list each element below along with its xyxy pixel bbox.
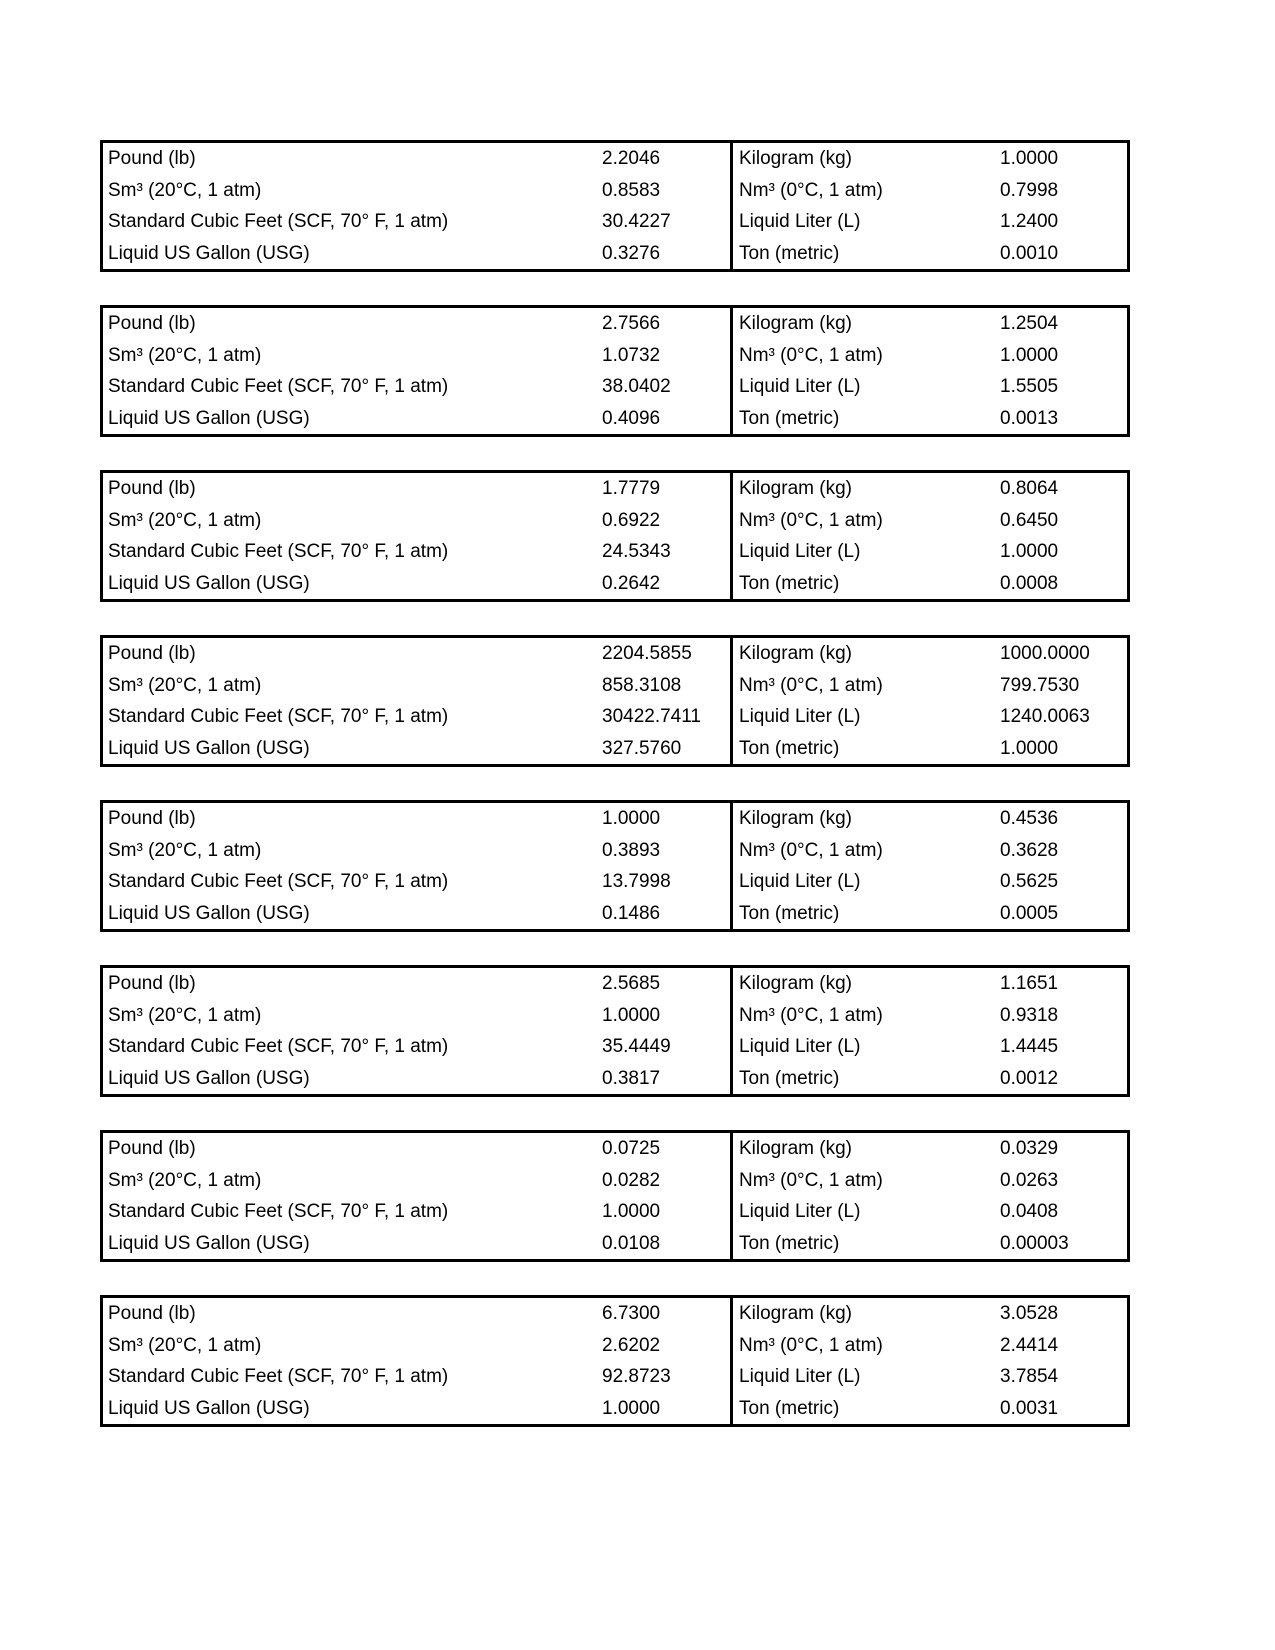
unit-label-right: Ton (metric) xyxy=(739,737,840,759)
table-row xyxy=(103,536,1127,568)
unit-label-left: Sm³ (20°C, 1 atm) xyxy=(108,1004,262,1026)
unit-label-left: Sm³ (20°C, 1 atm) xyxy=(108,344,262,366)
value-right: 1000.0000 xyxy=(1000,643,1090,664)
value-left: 0.3817 xyxy=(602,1067,661,1089)
value-right: 0.0031 xyxy=(1000,1397,1059,1419)
value-left: 0.6922 xyxy=(602,509,661,531)
value-right: 1.5505 xyxy=(1000,376,1059,397)
value-right: 1.0000 xyxy=(1000,344,1059,366)
conversion-table xyxy=(100,305,1130,437)
value-right: 0.00003 xyxy=(1000,1232,1069,1254)
unit-label-right: Liquid Liter (L) xyxy=(739,1366,861,1387)
conversion-table xyxy=(100,470,1130,602)
value-left: 0.3276 xyxy=(602,242,661,264)
unit-label-right: Ton (metric) xyxy=(739,1067,840,1089)
unit-label-right: Liquid Liter (L) xyxy=(739,376,861,397)
conversion-table xyxy=(100,635,1130,767)
value-right: 0.9318 xyxy=(1000,1004,1059,1026)
table-row xyxy=(103,473,1127,505)
unit-label-right: Nm³ (0°C, 1 atm) xyxy=(739,1004,883,1026)
unit-label-right: Liquid Liter (L) xyxy=(739,211,861,232)
value-right: 1.1651 xyxy=(1000,973,1059,994)
value-right: 0.0263 xyxy=(1000,1169,1059,1191)
unit-label-left: Liquid US Gallon (USG) xyxy=(108,242,310,264)
value-left: 0.1486 xyxy=(602,902,661,924)
conversion-table xyxy=(100,965,1130,1097)
value-left: 24.5343 xyxy=(602,541,671,562)
unit-label-right: Ton (metric) xyxy=(739,1397,840,1419)
unit-label-left: Standard Cubic Feet (SCF, 70° F, 1 atm) xyxy=(108,1201,449,1222)
table-row xyxy=(103,340,1127,372)
unit-label-left: Standard Cubic Feet (SCF, 70° F, 1 atm) xyxy=(108,871,449,892)
unit-label-left: Pound (lb) xyxy=(108,808,196,829)
table-row xyxy=(103,308,1127,340)
unit-label-right: Ton (metric) xyxy=(739,902,840,924)
unit-label-left: Pound (lb) xyxy=(108,478,196,499)
table-row xyxy=(103,403,1127,435)
table-row xyxy=(103,1393,1127,1425)
value-right: 0.0012 xyxy=(1000,1067,1059,1089)
unit-label-left: Liquid US Gallon (USG) xyxy=(108,407,310,429)
value-right: 1240.0063 xyxy=(1000,706,1090,727)
unit-label-right: Liquid Liter (L) xyxy=(739,871,861,892)
unit-label-left: Liquid US Gallon (USG) xyxy=(108,737,310,759)
table-row xyxy=(103,866,1127,898)
table-row xyxy=(103,898,1127,930)
unit-label-right: Nm³ (0°C, 1 atm) xyxy=(739,1334,883,1356)
value-right: 1.0000 xyxy=(1000,737,1059,759)
value-left: 0.4096 xyxy=(602,407,661,429)
unit-label-left: Sm³ (20°C, 1 atm) xyxy=(108,509,262,531)
unit-label-right: Liquid Liter (L) xyxy=(739,1036,861,1057)
value-right: 0.0008 xyxy=(1000,572,1059,594)
value-left: 92.8723 xyxy=(602,1366,671,1387)
unit-label-left: Sm³ (20°C, 1 atm) xyxy=(108,179,262,201)
unit-label-right: Liquid Liter (L) xyxy=(739,541,861,562)
value-left: 1.0000 xyxy=(602,1397,661,1419)
value-right: 1.0000 xyxy=(1000,148,1059,169)
value-right: 0.7998 xyxy=(1000,179,1059,201)
table-row xyxy=(103,1133,1127,1165)
unit-label-right: Nm³ (0°C, 1 atm) xyxy=(739,179,883,201)
value-left: 35.4449 xyxy=(602,1036,671,1057)
unit-label-left: Pound (lb) xyxy=(108,1138,196,1159)
unit-label-right: Kilogram (kg) xyxy=(739,313,852,334)
value-left: 0.8583 xyxy=(602,179,661,201)
unit-label-left: Liquid US Gallon (USG) xyxy=(108,1232,310,1254)
unit-label-right: Kilogram (kg) xyxy=(739,1138,852,1159)
unit-label-left: Standard Cubic Feet (SCF, 70° F, 1 atm) xyxy=(108,1366,449,1387)
value-right: 2.4414 xyxy=(1000,1334,1059,1356)
value-left: 1.0000 xyxy=(602,808,661,829)
value-right: 0.0408 xyxy=(1000,1201,1059,1222)
unit-label-right: Kilogram (kg) xyxy=(739,643,852,664)
table-row xyxy=(103,1228,1127,1260)
unit-label-right: Kilogram (kg) xyxy=(739,973,852,994)
unit-label-right: Ton (metric) xyxy=(739,572,840,594)
value-right: 1.2504 xyxy=(1000,313,1059,334)
unit-label-left: Standard Cubic Feet (SCF, 70° F, 1 atm) xyxy=(108,376,449,397)
unit-label-left: Sm³ (20°C, 1 atm) xyxy=(108,1334,262,1356)
unit-label-left: Standard Cubic Feet (SCF, 70° F, 1 atm) xyxy=(108,706,449,727)
unit-label-left: Liquid US Gallon (USG) xyxy=(108,1067,310,1089)
value-left: 1.0000 xyxy=(602,1201,661,1222)
value-left: 6.7300 xyxy=(602,1303,661,1324)
table-row xyxy=(103,835,1127,867)
value-left: 38.0402 xyxy=(602,376,671,397)
unit-label-right: Kilogram (kg) xyxy=(739,478,852,499)
table-row xyxy=(103,238,1127,270)
unit-label-left: Liquid US Gallon (USG) xyxy=(108,572,310,594)
unit-label-left: Pound (lb) xyxy=(108,643,196,664)
unit-label-left: Sm³ (20°C, 1 atm) xyxy=(108,839,262,861)
value-right: 0.0013 xyxy=(1000,407,1059,429)
unit-label-left: Sm³ (20°C, 1 atm) xyxy=(108,674,262,696)
value-left: 13.7998 xyxy=(602,871,671,892)
table-row xyxy=(103,701,1127,733)
value-left: 2.5685 xyxy=(602,973,661,994)
table-row xyxy=(103,568,1127,600)
table-row xyxy=(103,1361,1127,1393)
value-left: 0.0108 xyxy=(602,1232,661,1254)
table-row xyxy=(103,1063,1127,1095)
unit-label-right: Nm³ (0°C, 1 atm) xyxy=(739,674,883,696)
table-row xyxy=(103,968,1127,1000)
unit-label-right: Nm³ (0°C, 1 atm) xyxy=(739,344,883,366)
unit-label-right: Ton (metric) xyxy=(739,242,840,264)
conversion-table xyxy=(100,1130,1130,1262)
unit-label-right: Nm³ (0°C, 1 atm) xyxy=(739,509,883,531)
unit-label-right: Ton (metric) xyxy=(739,1232,840,1254)
value-right: 0.0005 xyxy=(1000,902,1059,924)
value-left: 2.7566 xyxy=(602,313,661,334)
value-right: 0.0329 xyxy=(1000,1138,1059,1159)
unit-label-right: Kilogram (kg) xyxy=(739,808,852,829)
value-left: 30.4227 xyxy=(602,211,671,232)
value-right: 1.4445 xyxy=(1000,1036,1059,1057)
value-left: 0.2642 xyxy=(602,572,661,594)
unit-label-left: Pound (lb) xyxy=(108,1303,196,1324)
table-row xyxy=(103,1330,1127,1362)
unit-label-left: Liquid US Gallon (USG) xyxy=(108,1397,310,1419)
table-row xyxy=(103,803,1127,835)
value-left: 327.5760 xyxy=(602,737,682,759)
table-row xyxy=(103,1165,1127,1197)
value-right: 0.4536 xyxy=(1000,808,1059,829)
value-left: 1.7779 xyxy=(602,478,661,499)
value-left: 1.0000 xyxy=(602,1004,661,1026)
unit-label-left: Standard Cubic Feet (SCF, 70° F, 1 atm) xyxy=(108,211,449,232)
table-row xyxy=(103,1031,1127,1063)
unit-label-left: Standard Cubic Feet (SCF, 70° F, 1 atm) xyxy=(108,541,449,562)
table-row xyxy=(103,206,1127,238)
value-right: 0.8064 xyxy=(1000,478,1059,499)
unit-label-left: Pound (lb) xyxy=(108,313,196,334)
value-left: 2204.5855 xyxy=(602,643,692,664)
conversion-table xyxy=(100,800,1130,932)
value-left: 30422.7411 xyxy=(602,706,701,727)
value-left: 0.0282 xyxy=(602,1169,661,1191)
table-row xyxy=(103,371,1127,403)
unit-label-left: Liquid US Gallon (USG) xyxy=(108,902,310,924)
unit-label-right: Liquid Liter (L) xyxy=(739,1201,861,1222)
value-right: 1.2400 xyxy=(1000,211,1059,232)
table-row xyxy=(103,638,1127,670)
value-right: 0.5625 xyxy=(1000,871,1059,892)
value-right: 0.6450 xyxy=(1000,509,1059,531)
table-row xyxy=(103,1000,1127,1032)
value-left: 0.0725 xyxy=(602,1138,661,1159)
unit-label-right: Ton (metric) xyxy=(739,407,840,429)
value-right: 0.3628 xyxy=(1000,839,1059,861)
table-row xyxy=(103,175,1127,207)
table-row xyxy=(103,1298,1127,1330)
unit-label-right: Nm³ (0°C, 1 atm) xyxy=(739,1169,883,1191)
value-left: 1.0732 xyxy=(602,344,661,366)
unit-label-right: Liquid Liter (L) xyxy=(739,706,861,727)
value-left: 858.3108 xyxy=(602,674,682,696)
table-row xyxy=(103,670,1127,702)
value-right: 799.7530 xyxy=(1000,674,1080,696)
value-left: 2.6202 xyxy=(602,1334,661,1356)
value-right: 3.7854 xyxy=(1000,1366,1059,1387)
value-right: 0.0010 xyxy=(1000,242,1059,264)
unit-label-left: Pound (lb) xyxy=(108,148,196,169)
conversion-table xyxy=(100,1295,1130,1427)
unit-label-right: Kilogram (kg) xyxy=(739,148,852,169)
value-left: 0.3893 xyxy=(602,839,661,861)
table-row xyxy=(103,143,1127,175)
unit-label-left: Standard Cubic Feet (SCF, 70° F, 1 atm) xyxy=(108,1036,449,1057)
conversion-table xyxy=(100,140,1130,272)
table-row xyxy=(103,1196,1127,1228)
value-left: 2.2046 xyxy=(602,148,661,169)
value-right: 1.0000 xyxy=(1000,541,1059,562)
table-row xyxy=(103,505,1127,537)
table-row xyxy=(103,733,1127,765)
unit-label-left: Pound (lb) xyxy=(108,973,196,994)
unit-label-right: Kilogram (kg) xyxy=(739,1303,852,1324)
value-right: 3.0528 xyxy=(1000,1303,1059,1324)
unit-label-right: Nm³ (0°C, 1 atm) xyxy=(739,839,883,861)
unit-label-left: Sm³ (20°C, 1 atm) xyxy=(108,1169,262,1191)
